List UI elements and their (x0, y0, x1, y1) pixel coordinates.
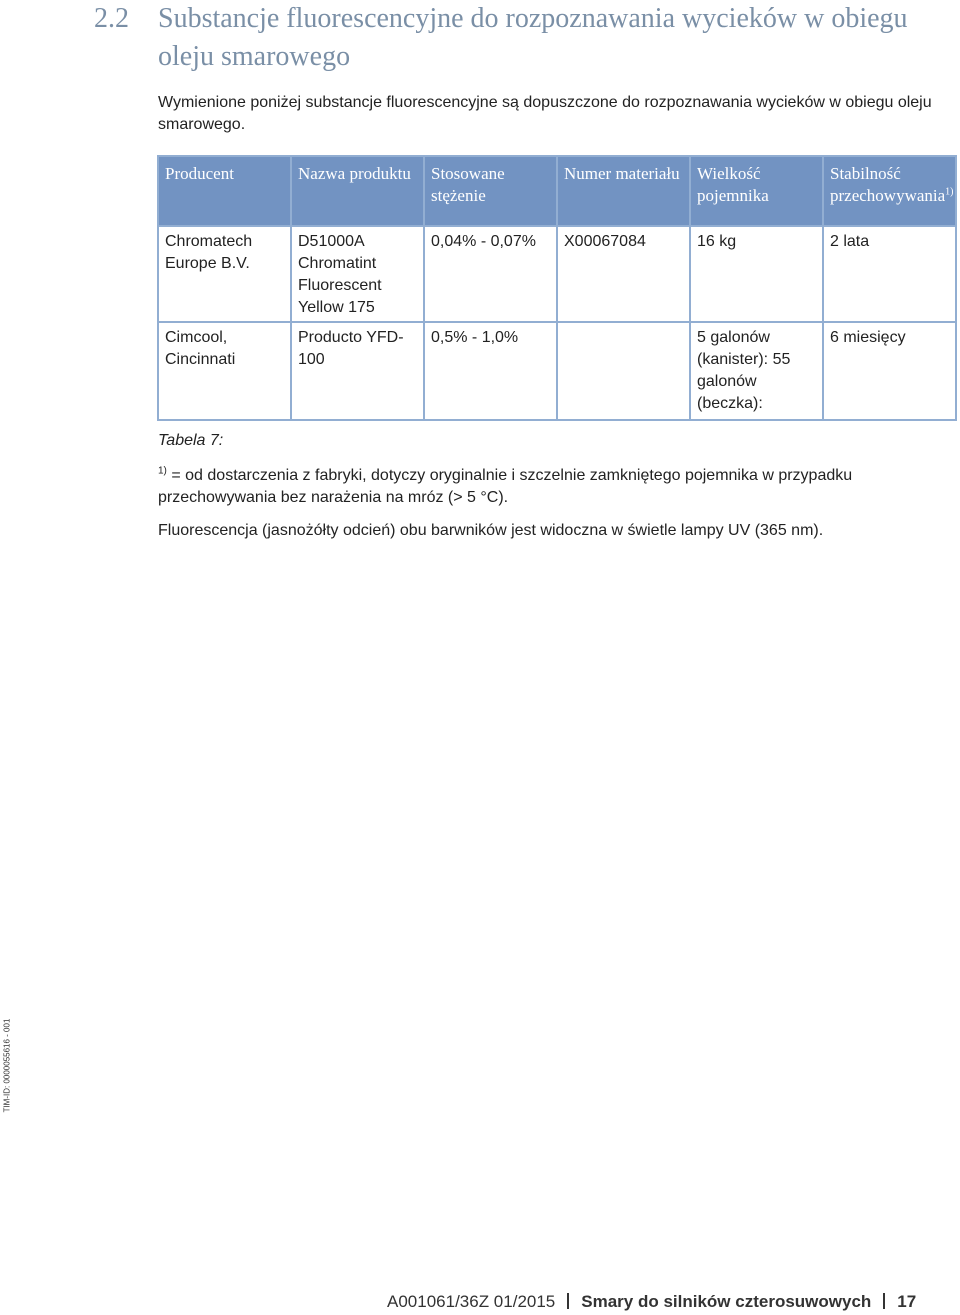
cell-container-size: 16 kg (690, 226, 823, 322)
footer-separator (883, 1293, 885, 1309)
fluorescent-substances-table (157, 155, 957, 421)
footer-doc-code: A001061/36Z 01/2015 (387, 1292, 556, 1311)
header-material-number: Numer materiału (557, 156, 690, 226)
cell-producer: Chromatech Europe B.V. (158, 226, 291, 322)
table-caption: Tabela 7: (158, 432, 224, 449)
footnote-mark: 1) (158, 465, 167, 477)
header-storage-stability (823, 156, 956, 226)
cell-storage-stability: 2 lata (823, 226, 956, 322)
table-row (158, 322, 956, 420)
header-product-name: Nazwa produktu (291, 156, 424, 226)
header-concentration: Stosowane stężenie (424, 156, 557, 226)
section-number: 2.2 (94, 3, 129, 34)
header-storage-stability-label: Stabilność przechowywania (830, 164, 946, 205)
cell-container-size: 5 galonów (kanister): 55 galonów (beczka): (690, 322, 823, 420)
section-heading (94, 0, 944, 76)
footer-doc-title: Smary do silników czterosuwowych (581, 1292, 872, 1311)
header-producer: Producent (158, 156, 291, 226)
cell-product-name: D51000A Chromatint Fluorescent Yellow 175 (291, 226, 424, 322)
cell-producer: Cimcool, Cincinnati (158, 322, 291, 420)
footer-separator (567, 1293, 569, 1309)
header-footnote-mark: 1) (945, 186, 954, 198)
cell-material-number: X00067084 (557, 226, 690, 322)
cell-concentration: 0,5% - 1,0% (424, 322, 557, 420)
cell-material-number (557, 322, 690, 420)
table-header-row (158, 156, 956, 226)
section-title: Substancje fluorescencyjne do rozpoznawania wycieków w obiegu oleju smarowego (158, 3, 908, 72)
header-container-size: Wielkość pojemnika (690, 156, 823, 226)
footnote (158, 465, 948, 509)
intro-paragraph: Wymienione poniżej substancje fluorescencyjne są dopuszczone do rozpoznawania wycieków w obiegu oleju smarowego. (158, 94, 932, 133)
table-row (158, 226, 956, 322)
side-document-id-text: TIM-ID: 0000055616 - 001 (2, 1018, 12, 1112)
cell-concentration: 0,04% - 0,07% (424, 226, 557, 322)
cell-storage-stability: 6 miesięcy (823, 322, 956, 420)
page-footer (387, 1292, 916, 1312)
footnote-text: = od dostarczenia z fabryki, dotyczy oryginalnie i szczelnie zamkniętego pojemnika w przypadku przechowywania bez narażenia na mróz (> 5 °C). (158, 467, 853, 506)
side-document-id (0, 1015, 14, 1115)
cell-product-name: Producto YFD-100 (291, 322, 424, 420)
uv-note: Fluorescencja (jasnożółty odcień) obu barwników jest widoczna w świetle lampy UV (365 nm). (158, 522, 824, 539)
page-number: 17 (897, 1292, 917, 1311)
